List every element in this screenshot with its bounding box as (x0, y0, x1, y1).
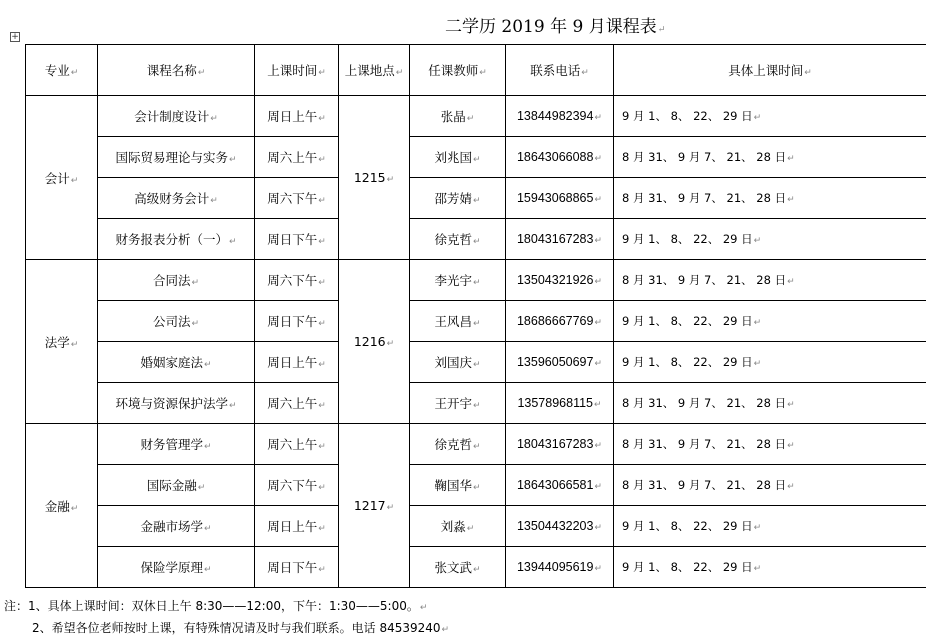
teacher-cell: 徐克哲↵ (410, 424, 506, 465)
major-cell: 金融↵ (26, 424, 98, 588)
phone-cell: 13504321926↵ (506, 260, 614, 301)
time-cell: 周日下午↵ (255, 219, 339, 260)
table-header-row (26, 45, 926, 96)
phone-cell: 18043167283↵ (506, 424, 614, 465)
header-phone: 联系电话↵ (506, 45, 614, 96)
table-row (26, 342, 926, 383)
teacher-cell: 张文武↵ (410, 547, 506, 588)
table-row (26, 301, 926, 342)
course-cell: 财务报表分析（一）↵ (98, 219, 255, 260)
phone-cell: 13504432203↵ (506, 506, 614, 547)
room-cell: 1215↵ (339, 96, 410, 260)
table-row (26, 178, 926, 219)
phone-cell: 18643066088↵ (506, 137, 614, 178)
teacher-cell: 张晶↵ (410, 96, 506, 137)
time-cell: 周日上午↵ (255, 96, 339, 137)
table-row (26, 506, 926, 547)
footnote-2: 2、希望各位老师按时上课，有特殊情况请及时与我们联系。电话 84539240↵ (32, 621, 450, 635)
teacher-cell: 刘兆国↵ (410, 137, 506, 178)
dates-cell: 9 月 1、 8、 22、 29 日↵ (614, 342, 926, 383)
time-cell: 周六上午↵ (255, 424, 339, 465)
table-row (26, 424, 926, 465)
time-cell: 周日上午↵ (255, 506, 339, 547)
phone-cell: 18643066581↵ (506, 465, 614, 506)
course-cell: 国际金融↵ (98, 465, 255, 506)
header-major: 专业↵ (26, 45, 98, 96)
course-cell: 保险学原理↵ (98, 547, 255, 588)
phone-cell: 18043167283↵ (506, 219, 614, 260)
table-row (26, 465, 926, 506)
time-cell: 周日下午↵ (255, 547, 339, 588)
header-teacher: 任课教师↵ (410, 45, 506, 96)
teacher-cell: 鞠国华↵ (410, 465, 506, 506)
time-cell: 周六上午↵ (255, 137, 339, 178)
time-cell: 周六下午↵ (255, 178, 339, 219)
dates-cell: 9 月 1、 8、 22、 29 日↵ (614, 96, 926, 137)
time-cell: 周六上午↵ (255, 383, 339, 424)
course-cell: 国际贸易理论与实务↵ (98, 137, 255, 178)
table-row (26, 137, 926, 178)
table-row (26, 383, 926, 424)
phone-cell: 15943068865↵ (506, 178, 614, 219)
dates-cell: 8 月 31、 9 月 7、 21、 28 日↵ (614, 137, 926, 178)
teacher-cell: 王开宇↵ (410, 383, 506, 424)
teacher-cell: 李光宇↵ (410, 260, 506, 301)
major-cell: 法学↵ (26, 260, 98, 424)
table-row (26, 219, 926, 260)
teacher-cell: 刘淼↵ (410, 506, 506, 547)
header-dates: 具体上课时间↵ (614, 45, 926, 96)
dates-cell: 9 月 1、 8、 22、 29 日↵ (614, 506, 926, 547)
time-cell: 周六下午↵ (255, 260, 339, 301)
major-cell: 会计↵ (26, 96, 98, 260)
phone-cell: 13596050697↵ (506, 342, 614, 383)
teacher-cell: 徐克哲↵ (410, 219, 506, 260)
course-cell: 环境与资源保护法学↵ (98, 383, 255, 424)
dates-cell: 9 月 1、 8、 22、 29 日↵ (614, 301, 926, 342)
page-title: 二学历 2019 年 9 月课程表↵ (445, 17, 666, 37)
dates-cell: 9 月 1、 8、 22、 29 日↵ (614, 219, 926, 260)
phone-cell: 18686667769↵ (506, 301, 614, 342)
room-cell: 1216↵ (339, 260, 410, 424)
header-time: 上课时间↵ (255, 45, 339, 96)
table-move-handle-icon[interactable]: + (11, 32, 19, 42)
dates-cell: 8 月 31、 9 月 7、 21、 28 日↵ (614, 260, 926, 301)
phone-cell: 13844982394↵ (506, 96, 614, 137)
course-schedule-table (25, 44, 926, 588)
teacher-cell: 邵芳婧↵ (410, 178, 506, 219)
dates-cell: 9 月 1、 8、 22、 29 日↵ (614, 547, 926, 588)
table-row (26, 547, 926, 588)
course-cell: 公司法↵ (98, 301, 255, 342)
course-cell: 高级财务会计↵ (98, 178, 255, 219)
table-row (26, 260, 926, 301)
course-cell: 财务管理学↵ (98, 424, 255, 465)
footnotes (4, 596, 449, 640)
course-cell: 会计制度设计↵ (98, 96, 255, 137)
dates-cell: 8 月 31、 9 月 7、 21、 28 日↵ (614, 178, 926, 219)
table-row (26, 96, 926, 137)
course-cell: 金融市场学↵ (98, 506, 255, 547)
teacher-cell: 王风昌↵ (410, 301, 506, 342)
time-cell: 周日上午↵ (255, 342, 339, 383)
footnote-1: 注：1、具体上课时间：双休日上午 8:30——12:00，下午：1:30——5:00。↵ (4, 599, 428, 613)
dates-cell: 8 月 31、 9 月 7、 21、 28 日↵ (614, 465, 926, 506)
phone-cell: 13578968115↵ (506, 383, 614, 424)
header-room: 上课地点↵ (339, 45, 410, 96)
dates-cell: 8 月 31、 9 月 7、 21、 28 日↵ (614, 383, 926, 424)
header-course: 课程名称↵ (98, 45, 255, 96)
course-cell: 合同法↵ (98, 260, 255, 301)
room-cell: 1217↵ (339, 424, 410, 588)
course-cell: 婚姻家庭法↵ (98, 342, 255, 383)
time-cell: 周六下午↵ (255, 465, 339, 506)
dates-cell: 8 月 31、 9 月 7、 21、 28 日↵ (614, 424, 926, 465)
teacher-cell: 刘国庆↵ (410, 342, 506, 383)
phone-cell: 13944095619↵ (506, 547, 614, 588)
time-cell: 周日下午↵ (255, 301, 339, 342)
